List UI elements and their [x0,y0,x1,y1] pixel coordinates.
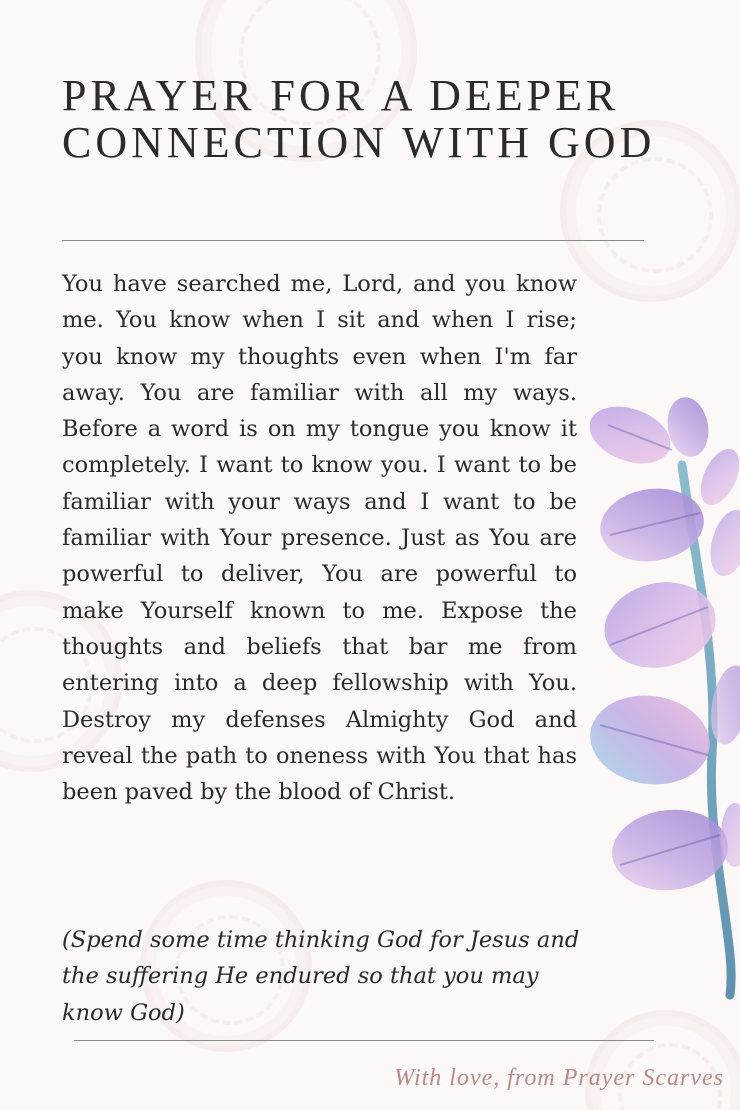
watercolor-leaf-branch-icon [590,395,740,1000]
background-stamp-bottom-right-icon [585,1010,740,1110]
footer-divider [74,1040,654,1041]
prayer-note: (Spend some time thinking God for Jesus and the suffering He endured so that you may know God) [62,927,580,1026]
page-title: PRAYER FOR A DEEPER CONNECTION WITH GOD [62,71,656,167]
title-divider [62,240,644,241]
prayer-text: You have searched me, Lord, and you know me. You know when I sit and when I rise; you know my thoughts even when I'm far away. You are familiar with all my ways. Before a word is on my tongue you know it completely. I want to know you. I want to be familiar with your ways and I want to be familiar with Your presence. Just as You are powerful to deliver, You are powerful to make Yourself known to me. Expose the thoughts and beliefs that bar me from entering into a deep fellowship with You. Destroy my defenses Almighty God and reveal the path to oneness with You that has been paved by the blood of Christ. [62,271,577,806]
signature: With love, from Prayer Scarves [394,1065,724,1091]
